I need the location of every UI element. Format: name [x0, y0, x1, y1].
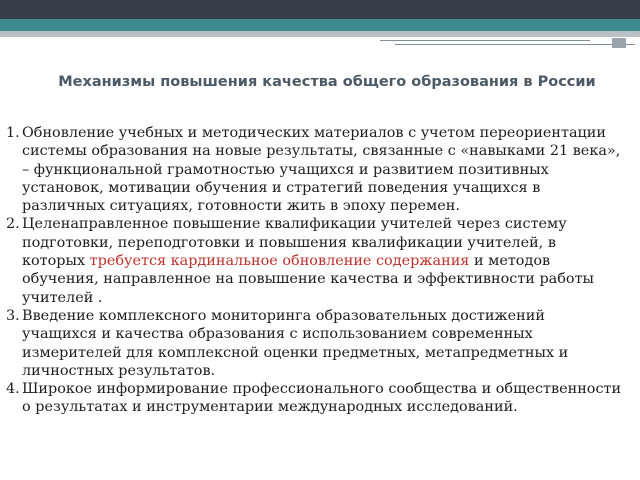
list-item: [6, 215, 622, 306]
item-number: 1.: [6, 125, 20, 141]
decor-block: [612, 38, 626, 48]
header-band-grey: [0, 31, 640, 37]
item-number: 2.: [6, 216, 20, 233]
item-text: Целенаправленное повышение квалификации учителей через систему подготовки, переподготовки и повышения квалификации учителей, в которых: [22, 216, 567, 270]
highlighted-text: требуется кардинальное обновление содержания: [89, 253, 470, 270]
decor-line: [380, 40, 590, 41]
mechanisms-list: [6, 124, 622, 417]
item-text: и методов обучения, направленное на повышение качества и эффективности работы учителей .: [22, 253, 594, 306]
header-band-dark: [0, 0, 640, 19]
item-text: Широкое информирование профессионального сообщества и общественности о результатах и инструментарии международных исследований.: [22, 381, 622, 416]
slide-title: Механизмы повышения качества общего образования в России: [58, 73, 596, 90]
item-number: 3.: [6, 307, 20, 324]
decor-line: [395, 44, 635, 45]
item-text: Введение комплексного мониторинга образовательных достижений учащихся и качества образования с использованием современных измерителей для комплексной оценки предметных, метапредметных и личностных результатов.: [22, 307, 569, 379]
item-number: 4.: [6, 381, 20, 398]
item-text: Обновление учебных и методических материалов с учетом переориентации системы образования на новые результаты, связанные с «навыками 21 века», – функциональной грамотностью учащихся и развитием позитивных установок, мотивации обучения и стратегий поведения учащихся в различных ситуациях, готовности жить в эпоху перемен.: [22, 125, 621, 215]
list-item: [6, 307, 622, 380]
list-item: [6, 380, 622, 417]
header-band-teal: [0, 19, 640, 31]
list-item: [6, 124, 622, 215]
